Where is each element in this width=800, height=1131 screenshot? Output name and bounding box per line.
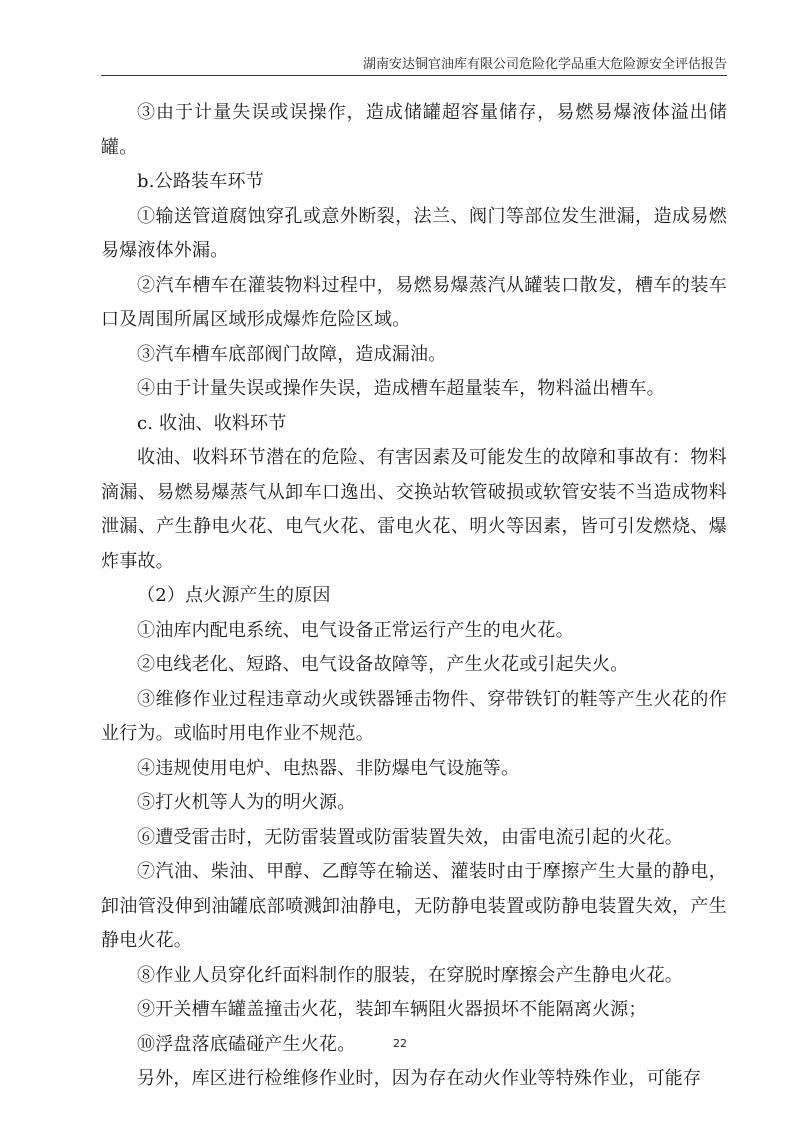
paragraph: ⑦汽油、柴油、甲醇、乙醇等在输送、灌装时由于摩擦产生大量的静电，卸油管没伸到油罐底部喷溅卸油静电，无防静电装置或防静电装置失效，产生静电火花。 <box>101 861 727 951</box>
section-heading: c. 收油、收料环节 <box>137 412 287 434</box>
paragraph: ④违规使用电炉、电热器、非防爆电气设施等。 <box>137 757 520 779</box>
section-heading: （2）点火源产生的原因 <box>137 585 331 606</box>
paragraph: ①油库内配电系统、电气设备正常运行产生的电火花。 <box>137 619 574 641</box>
paragraph: ③由于计量失误或误操作，造成储罐超容量储存，易燃易爆液体溢出储罐。 <box>101 102 727 158</box>
section-heading: b.公路装车环节 <box>137 171 264 192</box>
paragraph: ⑨开关槽车罐盖撞击火花，装卸车辆阻火器损坏不能隔离火源； <box>137 999 647 1020</box>
paragraph: ②汽车槽车在灌装物料过程中，易燃易爆蒸汽从罐装口散发，槽车的装车口及周围所属区域形成爆炸危险区域。 <box>101 274 727 330</box>
paragraph: ⑩浮盘落底磕碰产生火花。 <box>137 1033 356 1055</box>
paragraph: ③汽车槽车底部阀门故障，造成漏油。 <box>137 343 447 365</box>
paragraph: 收油、收料环节潜在的危险、有害因素及可能发生的故障和事故有：物料滴漏、易燃易爆蒸气从卸车口逸出、交换站软管破损或软管安装不当造成物料泄漏、产生静电火花、电气火花、雷电火花、明火等因素，皆可引发燃烧、爆炸事故。 <box>101 447 727 572</box>
document-body <box>101 96 727 1097</box>
paragraph: ③维修作业过程违章动火或铁器锤击物件、穿带铁钉的鞋等产生火花的作业行为。或临时用电作业不规范。 <box>101 688 727 744</box>
header-divider <box>101 75 727 76</box>
paragraph: ⑥遭受雷击时，无防雷装置或防雷装置失效，由雷电流引起的火花。 <box>137 826 683 848</box>
page-number: 22 <box>393 1037 407 1050</box>
paragraph: ①输送管道腐蚀穿孔或意外断裂，法兰、阀门等部位发生泄漏，造成易燃易爆液体外漏。 <box>101 205 727 261</box>
paragraph: ④由于计量失误或操作失误，造成槽车超量装车，物料溢出槽车。 <box>137 378 665 399</box>
paragraph: ⑤打火机等人为的明火源。 <box>137 792 356 813</box>
paragraph: 另外，库区进行检维修作业时，因为存在动火作业等特殊作业，可能存 <box>137 1068 702 1089</box>
paragraph: ②电线老化、短路、电气设备故障等，产生火花或引起失火。 <box>137 654 629 675</box>
running-header: 湖南安达铜官油库有限公司危险化学品重大危险源安全评估报告 <box>362 57 727 72</box>
paragraph: ⑧作业人员穿化纤面料制作的服装，在穿脱时摩擦会产生静电火花。 <box>137 964 683 986</box>
